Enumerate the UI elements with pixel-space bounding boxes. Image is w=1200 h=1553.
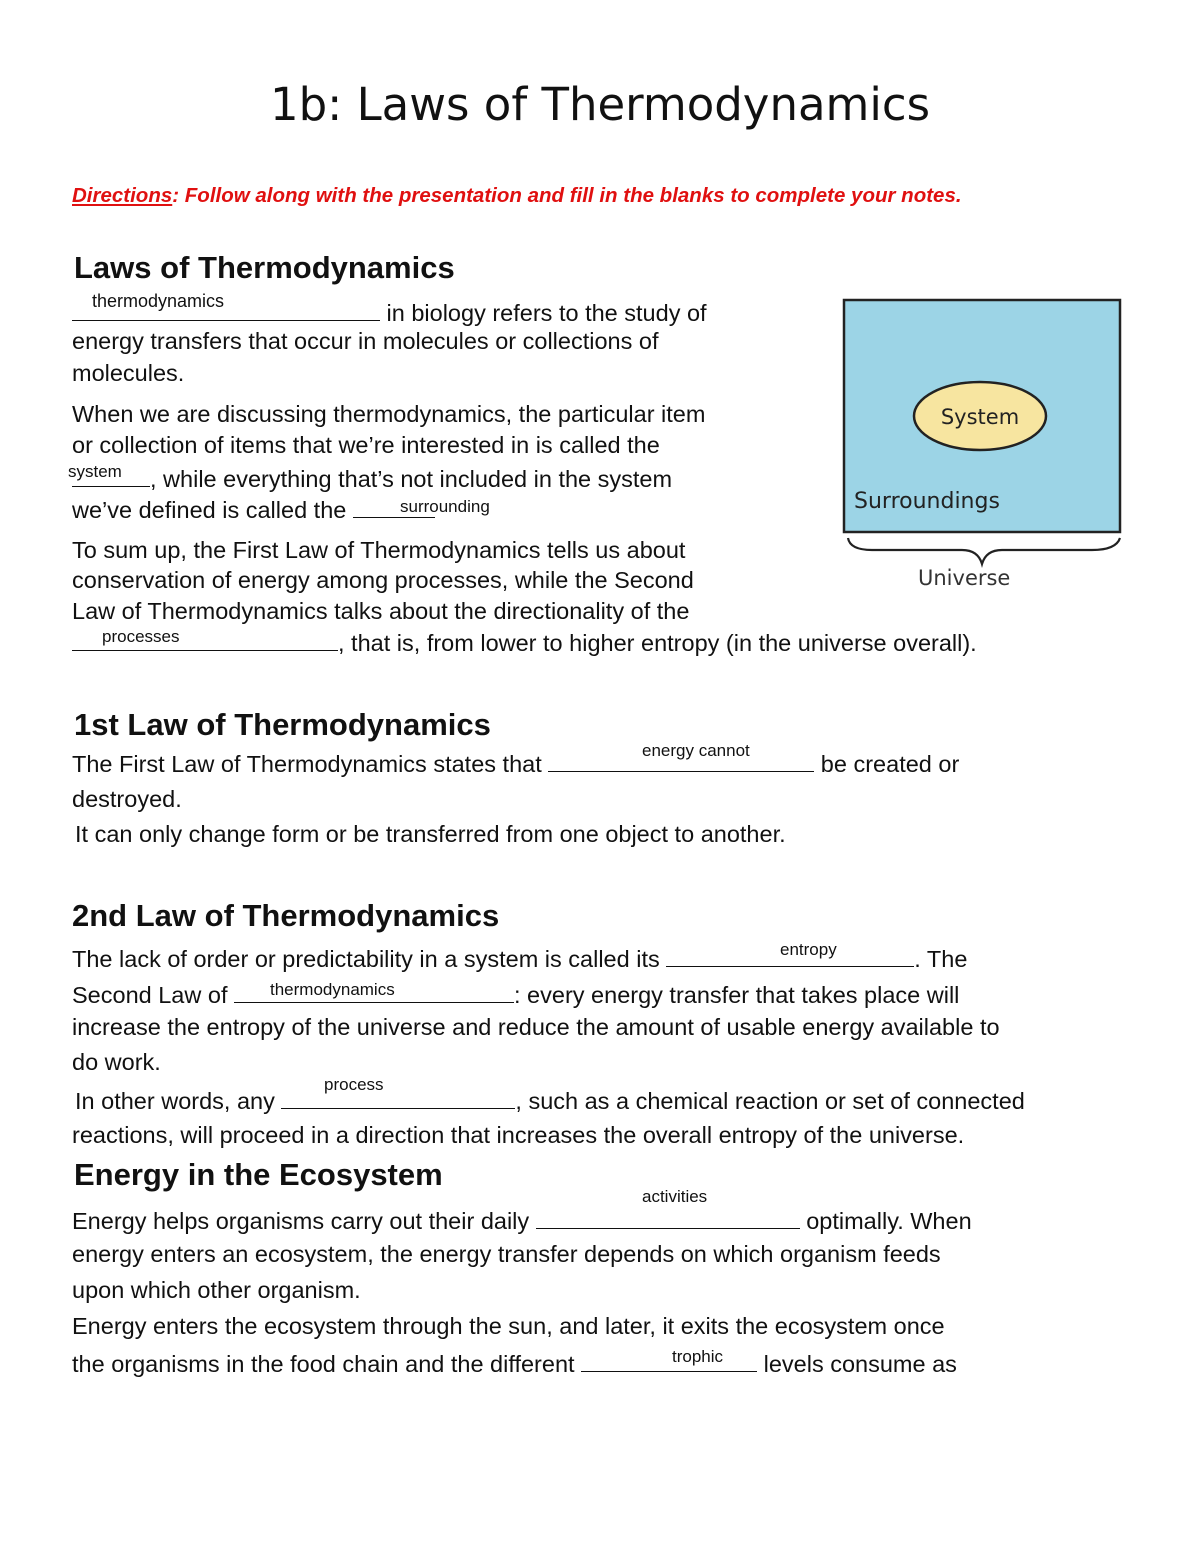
- laws-p3-line1: To sum up, the First Law of Thermodynamics tells us about: [72, 537, 686, 563]
- blank-line: [72, 466, 150, 487]
- answer-energy-cannot: energy cannot: [642, 741, 750, 760]
- laws-p2-line2: or collection of items that we’re interested in is called the: [72, 432, 660, 458]
- laws-p1-line3: molecules.: [72, 360, 185, 386]
- blank-line: [666, 946, 914, 967]
- ecosystem-line2: energy enters an ecosystem, the energy transfer depends on which organism feeds: [72, 1241, 941, 1267]
- text: , that is, from lower to higher entropy (in the universe overall).: [338, 630, 977, 656]
- second-law-line5: [75, 1088, 1025, 1114]
- laws-p3-line3: Law of Thermodynamics talks about the directionality of the: [72, 598, 690, 624]
- heading-laws: Laws of Thermodynamics: [74, 250, 455, 285]
- laws-p2-line3: [72, 466, 672, 492]
- second-law-line2: [72, 982, 959, 1008]
- answer-surrounding: surrounding: [400, 497, 490, 516]
- answer-trophic: trophic: [672, 1347, 724, 1366]
- answer-system: system: [68, 462, 122, 481]
- heading-second-law: 2nd Law of Thermodynamics: [72, 898, 500, 933]
- system-surroundings-diagram: [842, 298, 1122, 534]
- surroundings-label: Surroundings: [854, 489, 1000, 514]
- ecosystem-line1: [72, 1208, 972, 1234]
- page-title: 1b: Laws of Thermodynamics: [269, 78, 931, 131]
- text: levels consume as: [757, 1351, 957, 1377]
- text: the organisms in the food chain and the different: [72, 1351, 582, 1377]
- text: we’ve defined is called the: [72, 497, 353, 523]
- ecosystem-line4: Energy enters the ecosystem through the sun, and later, it exits the ecosystem once: [72, 1313, 945, 1339]
- text: . The: [914, 946, 968, 972]
- answer-process: process: [324, 1075, 384, 1094]
- laws-p3-line2: conservation of energy among processes, while the Second: [72, 567, 694, 593]
- first-law-line2: destroyed.: [72, 786, 182, 812]
- system-label: System: [940, 405, 1020, 429]
- diagram-svg: [842, 298, 1122, 534]
- answer-thermodynamics-2: thermodynamics: [270, 980, 395, 999]
- laws-p1-line2: energy transfers that occur in molecules or collections of: [72, 328, 659, 354]
- text: The First Law of Thermodynamics states that: [72, 751, 549, 777]
- blank-line: [548, 751, 814, 772]
- blank-line: [581, 1351, 757, 1372]
- laws-p1-line1: [72, 300, 707, 326]
- directions-text: : Follow along with the presentation and fill in the blanks to complete your notes.: [172, 184, 962, 207]
- ecosystem-line3: upon which other organism.: [72, 1277, 361, 1303]
- first-law-line1: [72, 751, 959, 777]
- first-law-line3: It can only change form or be transferred from one object to another.: [75, 821, 786, 847]
- laws-p3-line4: [72, 630, 977, 656]
- universe-label: Universe: [918, 566, 1011, 590]
- answer-processes: processes: [102, 627, 180, 646]
- heading-ecosystem: Energy in the Ecosystem: [74, 1157, 443, 1192]
- second-law-line6: reactions, will proceed in a direction that increases the overall entropy of the universe.: [72, 1122, 965, 1148]
- directions-label: Directions: [72, 184, 173, 207]
- directions: [72, 184, 962, 208]
- blank-line: [72, 630, 338, 651]
- answer-entropy: entropy: [780, 940, 837, 959]
- answer-thermodynamics-1: thermodynamics: [92, 291, 225, 311]
- laws-p2-line4: [72, 497, 435, 523]
- text: , while everything that’s not included in the system: [150, 466, 673, 492]
- text: be created or: [814, 751, 960, 777]
- text: The lack of order or predictability in a system is called its: [72, 946, 667, 972]
- blank-line: [281, 1088, 515, 1109]
- second-law-line3: increase the entropy of the universe and reduce the amount of usable energy available to: [72, 1014, 1000, 1040]
- text: Second Law of: [72, 982, 234, 1008]
- text: Energy helps organisms carry out their daily: [72, 1208, 536, 1234]
- text: optimally. When: [799, 1208, 972, 1234]
- blank-line: [536, 1208, 800, 1229]
- text: , such as a chemical reaction or set of connected: [515, 1088, 1025, 1114]
- heading-first-law: 1st Law of Thermodynamics: [74, 707, 491, 742]
- text: In other words, any: [75, 1088, 282, 1114]
- blank-line: [234, 982, 514, 1003]
- text: : every energy transfer that takes place will: [514, 982, 960, 1008]
- blank-line: [72, 300, 380, 321]
- laws-p2-line1: When we are discussing thermodynamics, the particular item: [72, 401, 706, 427]
- text: in biology refers to the study of: [380, 300, 707, 326]
- answer-activities: activities: [642, 1187, 708, 1206]
- second-law-line4: do work.: [72, 1049, 161, 1075]
- second-law-line1: [72, 946, 967, 972]
- ecosystem-line5: [72, 1351, 957, 1377]
